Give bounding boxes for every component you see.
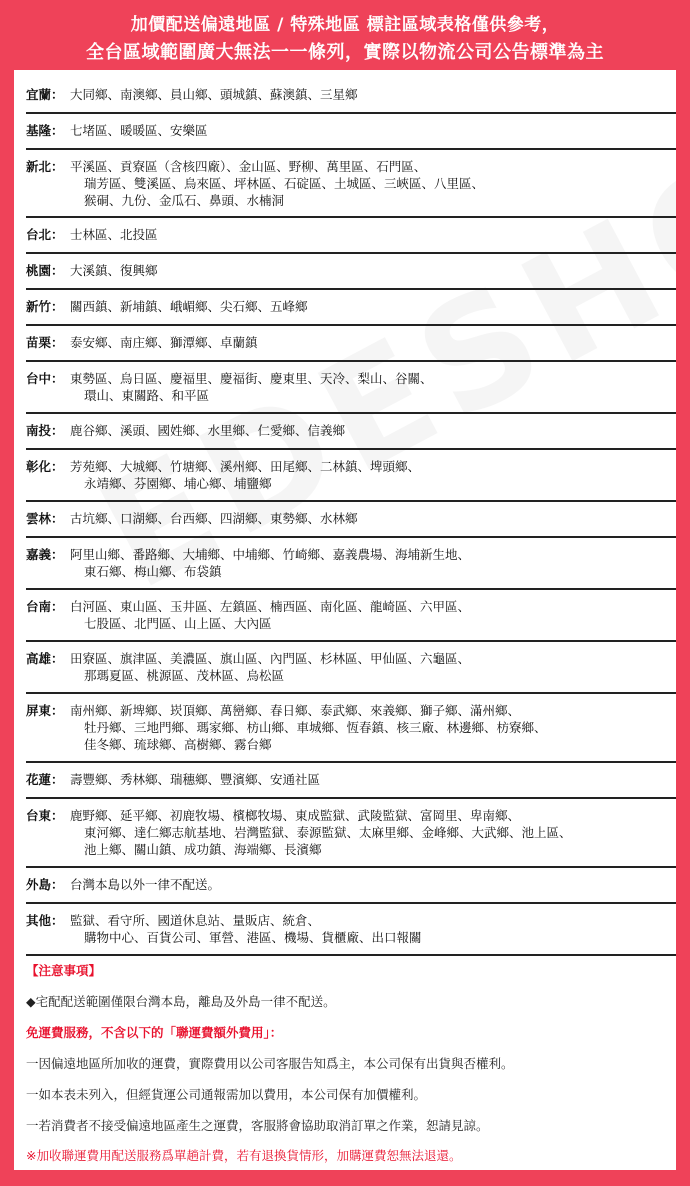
- region-areas: [70, 510, 358, 527]
- region-area-line: 環山、東關路、和平區: [84, 388, 210, 403]
- region-label: 台北：: [26, 227, 64, 242]
- region-area-line: 大同鄉、南澳鄉、員山鄉、頭城鎮、蘇澳鎮、三星鄉: [70, 87, 358, 102]
- note-item-1: ◆宅配配送範圍僅限台灣本島，離島及外島一律不配送。: [26, 994, 336, 1009]
- region-row: [26, 254, 676, 290]
- header-title-line-1: 加價配送偏遠地區 / 特殊地區 標註區域表格僅供參考，: [130, 15, 560, 35]
- region-areas: [70, 876, 220, 893]
- region-area-line: 池上鄉、關山鎮、成功鎮、海端鄉、長濱鄉: [84, 842, 322, 857]
- header-title-line-2: 全台區域範圍廣大無法一一條列，實際以物流公司公告標準為主: [86, 42, 604, 63]
- region-areas: [70, 122, 208, 139]
- region-label: 苗栗：: [26, 335, 64, 350]
- region-label: 雲林：: [26, 511, 64, 526]
- region-row: [26, 538, 676, 590]
- region-areas: [70, 370, 433, 404]
- region-area-line: 壽豐鄉、秀林鄉、瑞穗鄉、豐濱鄉、安通社區: [70, 772, 321, 787]
- region-area-line: 台灣本島以外一律不配送。: [70, 877, 221, 892]
- region-area-line: 購物中心、百貨公司、軍營、港區、機場、貨櫃廠、出口報關: [84, 930, 422, 945]
- region-label: 基隆：: [26, 123, 64, 138]
- region-area-line: 猴硐、九份、金瓜石、鼻頭、水楠洞: [84, 193, 285, 208]
- region-row: [26, 450, 676, 502]
- region-label: 外島：: [26, 877, 64, 892]
- region-area-line: 七堵區、暖暖區、安樂區: [70, 123, 208, 138]
- region-row: [26, 414, 676, 450]
- region-area-line: 瑞芳區、雙溪區、烏來區、坪林區、石碇區、土城區、三峽區、八里區、: [84, 176, 485, 191]
- region-row: [26, 326, 676, 362]
- region-areas: [70, 702, 547, 753]
- region-area-line: 芳苑鄉、大城鄉、竹塘鄉、溪州鄉、田尾鄉、二林鎮、埤頭鄉、: [70, 459, 421, 474]
- region-areas: [70, 334, 258, 351]
- region-area-line: 牡丹鄉、三地門鄉、瑪家鄉、枋山鄉、車城鄉、恆春鎮、核三廠、林邊鄉、枋寮鄉、: [84, 720, 547, 735]
- region-area-line: 泰安鄉、南庄鄉、獅潭鄉、卓蘭鎮: [70, 335, 258, 350]
- region-row: [26, 362, 676, 414]
- region-areas: [70, 546, 470, 580]
- region-area-line: 田寮區、旗津區、美濃區、旗山區、內門區、杉林區、甲仙區、六龜區、: [70, 651, 471, 666]
- region-label: 高雄：: [26, 651, 64, 666]
- region-areas: [70, 650, 470, 684]
- region-area-line: 阿里山鄉、番路鄉、大埔鄉、中埔鄉、竹崎鄉、嘉義農場、海埔新生地、: [70, 547, 471, 562]
- region-label: 南投：: [26, 423, 64, 438]
- region-areas: [70, 298, 308, 315]
- region-areas: [70, 158, 484, 209]
- region-areas: [70, 771, 320, 788]
- region-label: 台東：: [26, 808, 64, 823]
- region-label: 桃園：: [26, 263, 64, 278]
- region-area-line: 永靖鄉、芬園鄉、埔心鄉、埔鹽鄉: [84, 476, 272, 491]
- region-row: [26, 868, 676, 904]
- region-area-line: 古坑鄉、口湖鄉、台西鄉、四湖鄉、東勢鄉、水林鄉: [70, 511, 358, 526]
- region-area-line: 士林區、北投區: [70, 227, 158, 242]
- note-item-3: 一因偏遠地區所加收的運費，實際費用以公司客服告知爲主，本公司保有出貨與否權利。: [26, 1056, 514, 1071]
- region-label: 嘉義：: [26, 547, 64, 562]
- region-row: [26, 642, 676, 694]
- region-areas: [70, 458, 420, 492]
- region-areas: [70, 598, 470, 632]
- note-item-2: 免運費服務，不含以下的「聯運費額外費用」：: [26, 1025, 283, 1040]
- region-areas: [70, 262, 158, 279]
- region-areas: [70, 912, 422, 946]
- region-area-line: 東河鄉、達仁鄉志航基地、岩灣監獄、泰源監獄、太麻里鄉、金峰鄉、大武鄉、池上區、: [84, 825, 572, 840]
- region-label: 台南：: [26, 599, 64, 614]
- content-panel: [14, 70, 676, 1170]
- region-row: [26, 590, 676, 642]
- region-row: [26, 150, 676, 218]
- region-area-line: 東石鄉、梅山鄉、布袋鎮: [84, 564, 222, 579]
- region-label: 新竹：: [26, 299, 64, 314]
- region-label: 新北：: [26, 159, 64, 174]
- region-area-line: 佳冬鄉、琉球鄉、高樹鄉、霧台鄉: [84, 737, 272, 752]
- region-area-line: 白河區、東山區、玉井區、左鎮區、楠西區、南化區、龍崎區、六甲區、: [70, 599, 471, 614]
- region-row: [26, 218, 676, 254]
- region-label: 彰化：: [26, 459, 64, 474]
- note-item-6: ※加收聯運費用配送服務爲單趟計費，若有退換貨情形，加購運費恕無法退還。: [26, 1148, 462, 1163]
- region-row: [26, 78, 676, 114]
- region-label: 台中：: [26, 371, 64, 386]
- header-banner: [0, 0, 690, 70]
- region-row: [26, 763, 676, 799]
- region-area-line: 東勢區、烏日區、慶福里、慶福街、慶東里、天冷、梨山、谷關、: [70, 371, 433, 386]
- region-areas: [70, 226, 158, 243]
- region-area-line: 鹿谷鄉、溪頭、國姓鄉、水里鄉、仁愛鄉、信義鄉: [70, 423, 346, 438]
- region-label: 宜蘭：: [26, 87, 64, 102]
- region-area-line: 關西鎮、新埔鎮、峨嵋鄉、尖石鄉、五峰鄉: [70, 299, 308, 314]
- region-area-line: 鹿野鄉、延平鄉、初鹿牧場、檳榔牧場、東成監獄、武陵監獄、富岡里、卑南鄉、: [70, 808, 521, 823]
- region-area-line: 平溪區、貢寮區（含核四廠）、金山區、野柳、萬里區、石門區、: [70, 159, 427, 174]
- region-area-line: 七股區、北門區、山上區、大內區: [84, 616, 272, 631]
- region-label: 其他：: [26, 913, 64, 928]
- region-areas: [70, 422, 345, 439]
- region-row: [26, 904, 676, 956]
- region-row: [26, 694, 676, 763]
- region-area-line: 南州鄉、新埤鄉、崁頂鄉、萬巒鄉、春日鄉、泰武鄉、來義鄉、獅子鄉、滿州鄉、: [70, 703, 521, 718]
- notes-title: 【注意事項】: [26, 963, 102, 978]
- note-item-5: 一若消費者不接受偏遠地區產生之運費，客服將會協助取消訂單之作業，恕請見諒。: [26, 1118, 489, 1133]
- region-row: [26, 799, 676, 868]
- region-label: 花蓮：: [26, 772, 64, 787]
- region-row: [26, 114, 676, 150]
- region-row: [26, 502, 676, 538]
- region-area-line: 那瑪夏區、桃源區、茂林區、烏松區: [84, 668, 285, 683]
- region-label: 屏東：: [26, 703, 64, 718]
- region-area-line: 監獄、看守所、國道休息站、量販店、統倉、: [70, 913, 321, 928]
- note-item-4: 一如本表未列入，但經貨運公司通報需加以費用，本公司保有加價權利。: [26, 1087, 427, 1102]
- region-areas: [70, 807, 572, 858]
- region-areas: [70, 86, 358, 103]
- region-row: [26, 290, 676, 326]
- region-area-line: 大溪鎮、復興鄉: [70, 263, 158, 278]
